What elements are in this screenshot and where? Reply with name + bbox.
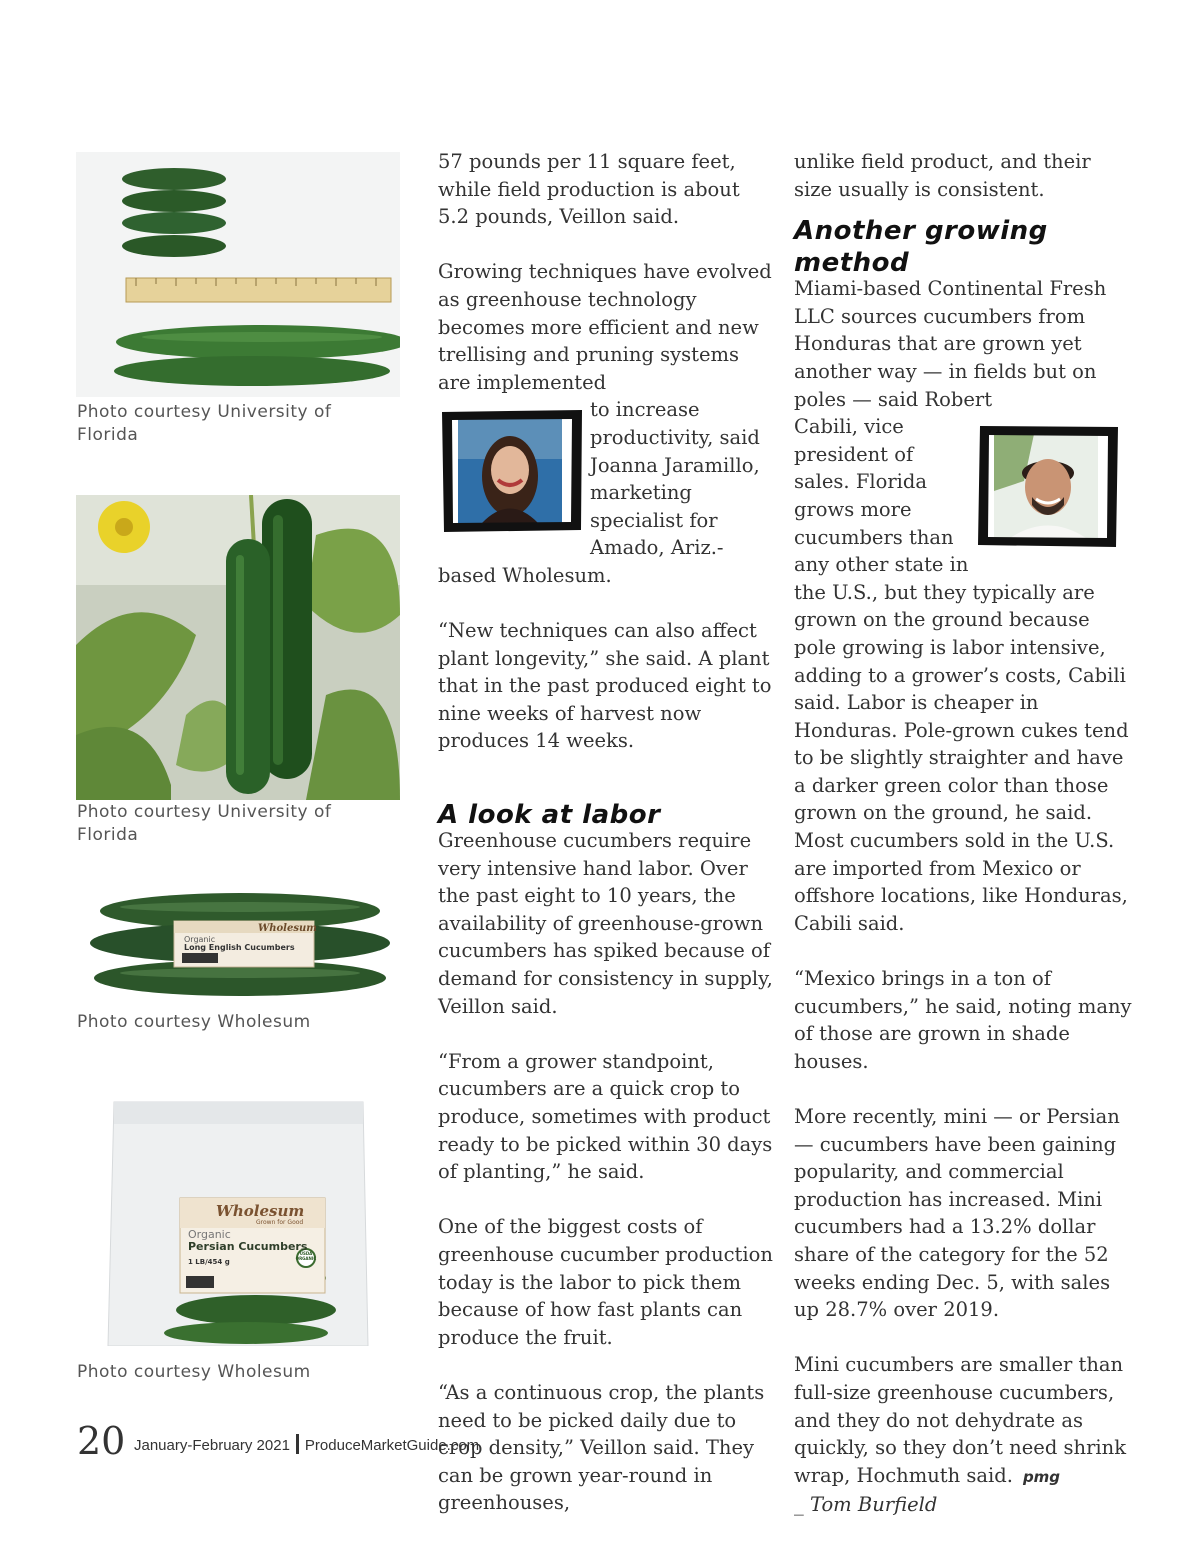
author-byline: _ Tom Burfield <box>794 1493 938 1517</box>
persian-package-tagline: Grown for Good <box>256 1219 304 1226</box>
photo-long-english-package <box>90 885 392 1000</box>
long-package-line2: Long English Cucumbers <box>184 943 295 952</box>
footer-info <box>134 1434 479 1454</box>
article-column-right <box>794 148 1132 1519</box>
col3-paragraph-4: More recently, mini — or Persian — cucumbers have been gaining popularity, and commercial production has increased. Mini cucumbers had a 13.2% dollar share of the category for the 52 weeks ending Dec. 5, with sales up 28.7% over 2019. <box>794 1105 1120 1322</box>
col2-paragraph-7: “As a continuous crop, the plants need to be picked daily due to crop density,” Veillon said. They can be grown year-round in greenhouses, <box>438 1380 765 1515</box>
col2-paragraph-6: One of the biggest costs of greenhouse cucumber production today is the labor to pick them because of how fast plants can produce the fruit. <box>438 1215 773 1349</box>
pmg-signoff: pmg <box>1022 1467 1061 1486</box>
page-number: 20 <box>77 1419 126 1463</box>
persian-package-line1: Organic <box>188 1228 231 1241</box>
col3-paragraph-5 <box>794 1351 1132 1491</box>
footer-issue: January-February 2021 <box>134 1437 290 1454</box>
photo4-caption: Photo courtesy Wholesum <box>77 1362 311 1382</box>
article-column-middle <box>438 148 774 1545</box>
col3-paragraph-3: “Mexico brings in a ton of cucumbers,” he said, noting many of those are grown in shade houses. <box>794 967 1132 1073</box>
col3-paragraph-2b: Cabili, vice president of sales. Florida grows more cucumbers than any other state in the U.S., but they typically are grown on the ground because pole growing is labor intensive, adding to a grower’s costs, Cabili said. Labor is cheaper in Honduras. Pole-grown cukes tend to be slightly straighter and have a darker green color than those grown on the ground, he said. Most cucumbers sold in the U.S. are imported from Mexico or offshore locations, like Honduras, Cabili said. <box>794 415 1129 935</box>
col2-paragraph-1: 57 pounds per 11 square feet, while field production is about 5.2 pounds, Veillon said. <box>438 150 740 229</box>
photo1-caption: Photo courtesy University of Florida <box>77 402 332 445</box>
footer-site[interactable]: ProduceMarketGuide.com <box>304 1437 480 1454</box>
col2-paragraph-2a: Growing techniques have evolved as greenhouse technology becomes more efficient and new trellising and pruning systems are implemented <box>438 260 772 394</box>
photo-cucumbers-ruler <box>76 152 400 397</box>
col2-paragraph-2b: to increase productivity, said Joanna Jaramillo, marketing specialist for Amado, Ariz.-based Wholesum. <box>438 398 760 587</box>
heading-another-growing-method: Another growing method <box>794 216 1048 279</box>
photo-cucumbers-on-vine <box>76 495 400 800</box>
col2-paragraph-5: “From a grower standpoint, cucumbers are a quick crop to produce, sometimes with product ready to be picked within 30 days of planting,” he said. <box>438 1049 773 1184</box>
long-package-line1: Organic <box>184 935 216 944</box>
col2-paragraph-3: “New techniques can also affect plant longevity,” she said. A plant that in the past produced eight to nine weeks of harvest now produces 14 weeks. <box>438 619 772 753</box>
heading-a-look-at-labor: A look at labor <box>438 800 661 831</box>
organic-seal: USDA ORGANIC <box>295 1251 317 1261</box>
col3-paragraph-1: unlike field product, and their size usually is consistent. <box>794 150 1091 201</box>
portrait-joanna-jaramillo <box>438 406 586 536</box>
photo2-caption: Photo courtesy University of Florida <box>77 802 332 845</box>
long-package-brand: Wholesum <box>258 923 317 934</box>
col3-paragraph-2a: Miami-based Continental Fresh LLC sources cucumbers from Honduras that are grown yet another way — in fields but on poles — said Robert <box>794 277 1107 411</box>
photo3-caption: Photo courtesy Wholesum <box>77 1012 311 1032</box>
photo-persian-package <box>106 1098 371 1346</box>
persian-package-line2: Persian Cucumbers <box>188 1240 308 1253</box>
persian-package-brand: Wholesum <box>216 1202 305 1220</box>
col3-paragraph-5-text: Mini cucumbers are smaller than full-size greenhouse cucumbers, and they do not dehydrate as quickly, so they don’t need shrink wrap, Hochmuth said. <box>794 1353 1127 1487</box>
col2-paragraph-4: Greenhouse cucumbers require very intensive hand labor. Over the past eight to 10 years, the availability of greenhouse-grown cucumbers has spiked because of demand for consistency in supply, Veillon said. <box>438 829 773 1018</box>
footer-separator <box>296 1434 299 1454</box>
portrait-robert-cabili <box>974 421 1122 551</box>
persian-package-weight: 1 LB/454 g <box>188 1258 230 1266</box>
